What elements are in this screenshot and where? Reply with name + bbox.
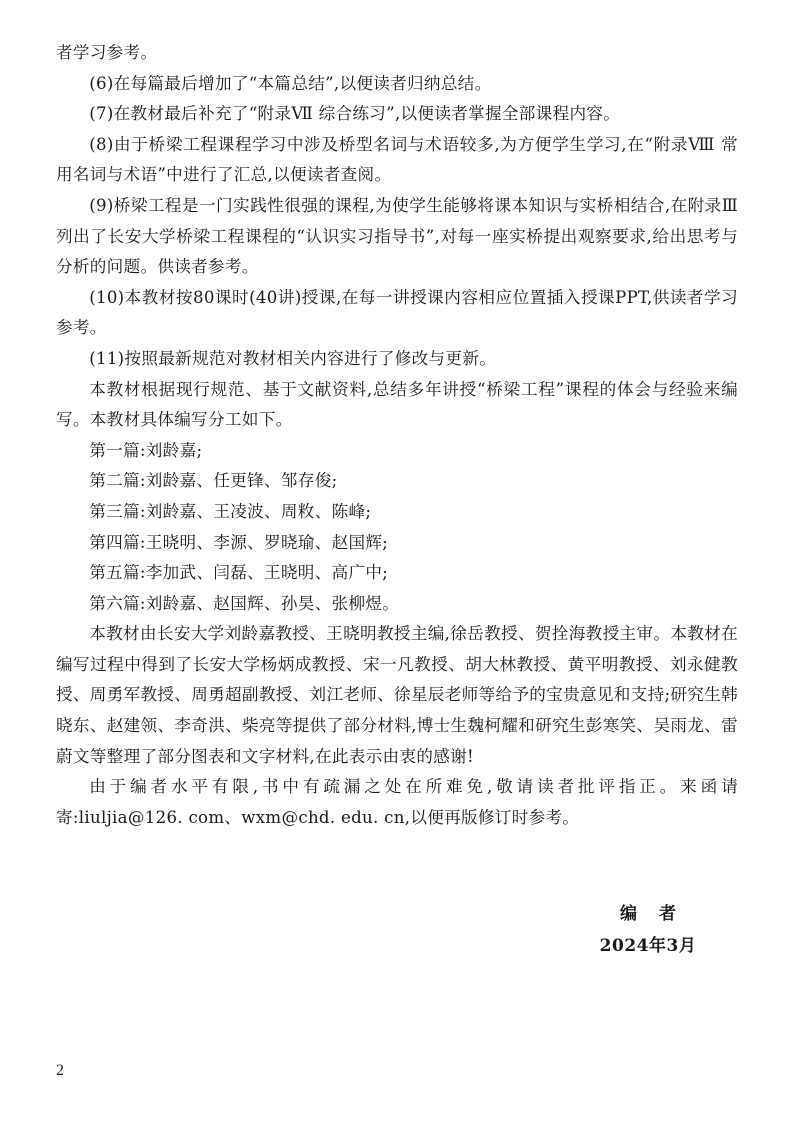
paragraph: 第六篇:刘龄嘉、赵国辉、孙昊、张柳煜。: [89, 593, 400, 613]
editor-signature: 编者: [620, 904, 698, 924]
paragraph: (10)本教材按80课时(40讲)授课,在每一讲授课内容相应位置插入授课PPT,供读者学习参考。: [56, 287, 738, 338]
paragraph: (7)在教材最后补充了“附录Ⅶ 综合练习”,以便读者掌握全部课程内容。: [89, 104, 621, 124]
signature-block: [598, 898, 698, 962]
page-number: 2: [56, 1062, 64, 1079]
paragraph: 第一篇:刘龄嘉;: [89, 440, 203, 460]
paragraph: (8)由于桥梁工程课程学习中涉及桥型名词与术语较多,为方便学生学习,在“附录Ⅷ 常用名词与术语”中进行了汇总,以便读者查阅。: [56, 134, 738, 185]
paragraph: 第二篇:刘龄嘉、任更锋、邹存俊;: [89, 471, 338, 491]
paragraph: (11)按照最新规范对教材相关内容进行了修改与更新。: [89, 348, 497, 368]
paragraph: 本教材由长安大学刘龄嘉教授、王晓明教授主编,徐岳教授、贺拴海教授主审。本教材在编写过程中得到了长安大学杨炳成教授、宋一凡教授、胡大林教授、黄平明教授、刘永健教授、周勇军教授、周勇超副教授、刘江老师、徐星辰老师等给予的宝贵意见和支持;研究生韩晓东、赵建领、李奇洪、柴亮等提供了部分材料,博士生魏柯耀和研究生彭寒笑、吴雨龙、雷蔚文等整理了部分图表和文字材料,在此表示由衷的感谢!: [56, 624, 738, 766]
paragraph: 第三篇:刘龄嘉、王凌波、周敉、陈峰;: [89, 501, 372, 521]
paragraph: 第四篇:王晓明、李源、罗晓瑜、赵国辉;: [89, 532, 389, 552]
paragraph: 本教材根据现行规范、基于文献资料,总结多年讲授“桥梁工程”课程的体会与经验来编写。本教材具体编写分工如下。: [56, 379, 738, 430]
paragraph: (9)桥梁工程是一门实践性很强的课程,为使学生能够将课本知识与实桥相结合,在附录Ⅲ列出了长安大学桥梁工程课程的“认识实习指导书”,对每一座实桥提出观察要求,给出思考与分析的问题。供读者参考。: [56, 195, 738, 277]
paragraph: 由于编者水平有限,书中有疏漏之处在所难免,敬请读者批评指正。来函请寄:liuljia@126. com、wxm@chd. edu. cn,以便再版修订时参考。: [56, 777, 738, 827]
signature-date: 2024年3月: [599, 936, 697, 956]
paragraph: (6)在每篇最后增加了“本篇总结”,以便读者归纳总结。: [89, 73, 492, 93]
paragraph: 第五篇:李加武、闫磊、王晓明、高广中;: [89, 563, 389, 583]
body-text: [56, 38, 738, 833]
paragraph: 者学习参考。: [56, 43, 158, 62]
